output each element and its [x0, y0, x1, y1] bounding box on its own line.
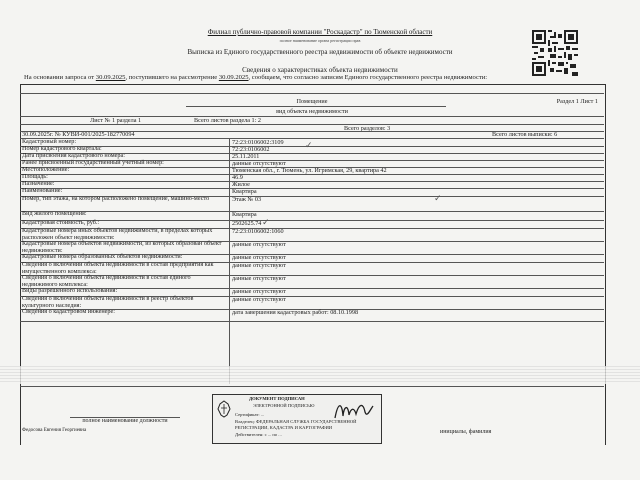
field-label: Виды разрешенного использования: [22, 287, 118, 294]
stamp-owner: Владелец: ФЕДЕРАЛЬНАЯ СЛУЖБА ГОСУДАРСТВЕННОЙ [235, 419, 357, 424]
stamp-validity: Действителен: с ... по ... [235, 432, 282, 437]
field-label: Наименование: [22, 187, 63, 194]
field-label: Кадастровые номера иных объектов недвижимости, в пределах которых расположен объект недвижимости: [22, 227, 213, 241]
checkmark-icon: ✓ [262, 218, 270, 228]
table-rule [20, 321, 604, 322]
stamp-certificate: Сертификат: ... [235, 412, 265, 417]
field-value: Квартира [232, 211, 257, 218]
field-label: Местоположение: [22, 166, 70, 173]
sections-total: Всего разделов: 3 [344, 125, 391, 132]
received-date: 30.09.2025 [218, 74, 249, 81]
column-divider [229, 138, 230, 384]
field-label: Площадь: [22, 173, 48, 180]
initials-caption: инициалы, фамилия [440, 429, 492, 435]
field-value: 2502625.74 [232, 220, 262, 227]
field-value: Этаж № 03 [232, 196, 262, 203]
field-label: Назначение: [22, 180, 55, 187]
field-value: 72:23:0106002:1060 [232, 228, 284, 235]
table-rule [20, 386, 604, 387]
sheets-total: Всего листов раздела 1: 2 [194, 117, 261, 124]
scan-artifact [0, 366, 640, 384]
position-caption: полное наименование должности [70, 417, 180, 424]
field-value: 72:23:0106002:3109 [232, 139, 284, 146]
doc-number: 30.09.2025г. № КУВИ-001/2025-182770094 [22, 131, 135, 138]
field-value: 46.9 [232, 174, 243, 181]
field-label: Ранее присвоенный государственный учетный номер: [22, 159, 164, 166]
stamp-owner-cont: РЕГИСТРАЦИИ, КАДАСТРА И КАРТОГРАФИИ [235, 425, 333, 430]
basis-middle: , поступившего на рассмотрение [125, 74, 219, 81]
object-kind-caption: вид объекта недвижимости [276, 108, 348, 115]
field-value: данные отсутствуют [232, 275, 286, 282]
field-label: Сведения о включении объекта недвижимости в реестр объектов культурного наследия: [22, 295, 194, 309]
field-value: 25.11.2011 [232, 153, 260, 160]
field-label: Номер, тип этажа, на котором расположено помещение, машино-место [22, 195, 210, 202]
basis-suffix: , сообщаем, что согласно записям Единого государственного реестра недвижимости: [248, 74, 488, 81]
section-label: Раздел 1 Лист 1 [556, 98, 598, 105]
field-label: Дата присвоения кадастрового номера: [22, 152, 125, 159]
total-sheets: Всего листов выписки: 6 [492, 131, 558, 138]
field-value: 72:23:0106002 [232, 146, 270, 153]
table-rule [20, 124, 604, 125]
stamp-subtitle: ЭЛЕКТРОННОЙ ПОДПИСЬЮ [253, 403, 315, 408]
request-date: 30.09.2025 [95, 74, 126, 81]
basis-prefix: На основании запроса от [24, 74, 96, 81]
field-value: данные отсутствуют [232, 160, 286, 167]
checkmark-icon: ✓ [434, 194, 442, 204]
field-value: Квартира [232, 188, 257, 195]
field-value: данные отсутствуют [232, 254, 286, 261]
basis-line [24, 74, 487, 81]
field-label: Сведения о включении объекта недвижимости в состав единого недвижимого комплекса: [22, 274, 191, 288]
field-value: данные отсутствуют [232, 241, 286, 248]
field-label: Кадастровая стоимость, руб.: [22, 219, 100, 226]
signer-name: Федосова Евгения Георгиевна [22, 428, 87, 433]
field-value: данные отсутствуют [232, 296, 286, 303]
field-value: данные отсутствуют [232, 262, 286, 269]
header-doc-title: Выписка из Единого государственного реестра недвижимости об объекте недвижимости [187, 48, 453, 56]
field-value: Тюменская обл., г. Тюмень, ул. Игримская, 29, квартира 42 [232, 167, 387, 174]
field-label: Сведения о включении объекта недвижимости в состав предприятия как имущественного комплекса: [22, 261, 214, 275]
field-label: Сведения о кадастровом инженере: [22, 308, 115, 315]
field-label: Кадастровые номера образованных объектов недвижимости: [22, 253, 183, 260]
sheet-number: Лист № 1 раздела 1 [90, 117, 142, 124]
coat-of-arms-icon [216, 400, 232, 418]
field-label: Кадастровые номера объектов недвижимости, из которых образован объект недвижимости: [22, 240, 222, 254]
header-agency-caption: полное наименование органа регистрации прав [279, 38, 361, 43]
object-kind: Помещение [296, 98, 328, 105]
section-title: Сведения о характеристиках объекта недвижимости [242, 66, 398, 74]
field-value: Жилое [232, 181, 250, 188]
table-rule [186, 106, 446, 107]
stamp-title: ДОКУМЕНТ ПОДПИСАН [249, 396, 305, 401]
field-value: дата завершения кадастровых работ: 08.10.1998 [232, 309, 359, 316]
checkmark-icon: ✓ [305, 141, 313, 151]
table-rule [20, 93, 604, 94]
field-label: Вид жилого помещения: [22, 210, 87, 217]
field-label: Номер кадастрового квартала: [22, 145, 102, 152]
header-agency: Филиал публично-правовой компании "Роскадастр" по Тюменской области [207, 28, 433, 36]
handwritten-signature [332, 398, 376, 424]
field-value: данные отсутствуют [232, 288, 286, 295]
field-label: Кадастровый номер: [22, 138, 77, 145]
